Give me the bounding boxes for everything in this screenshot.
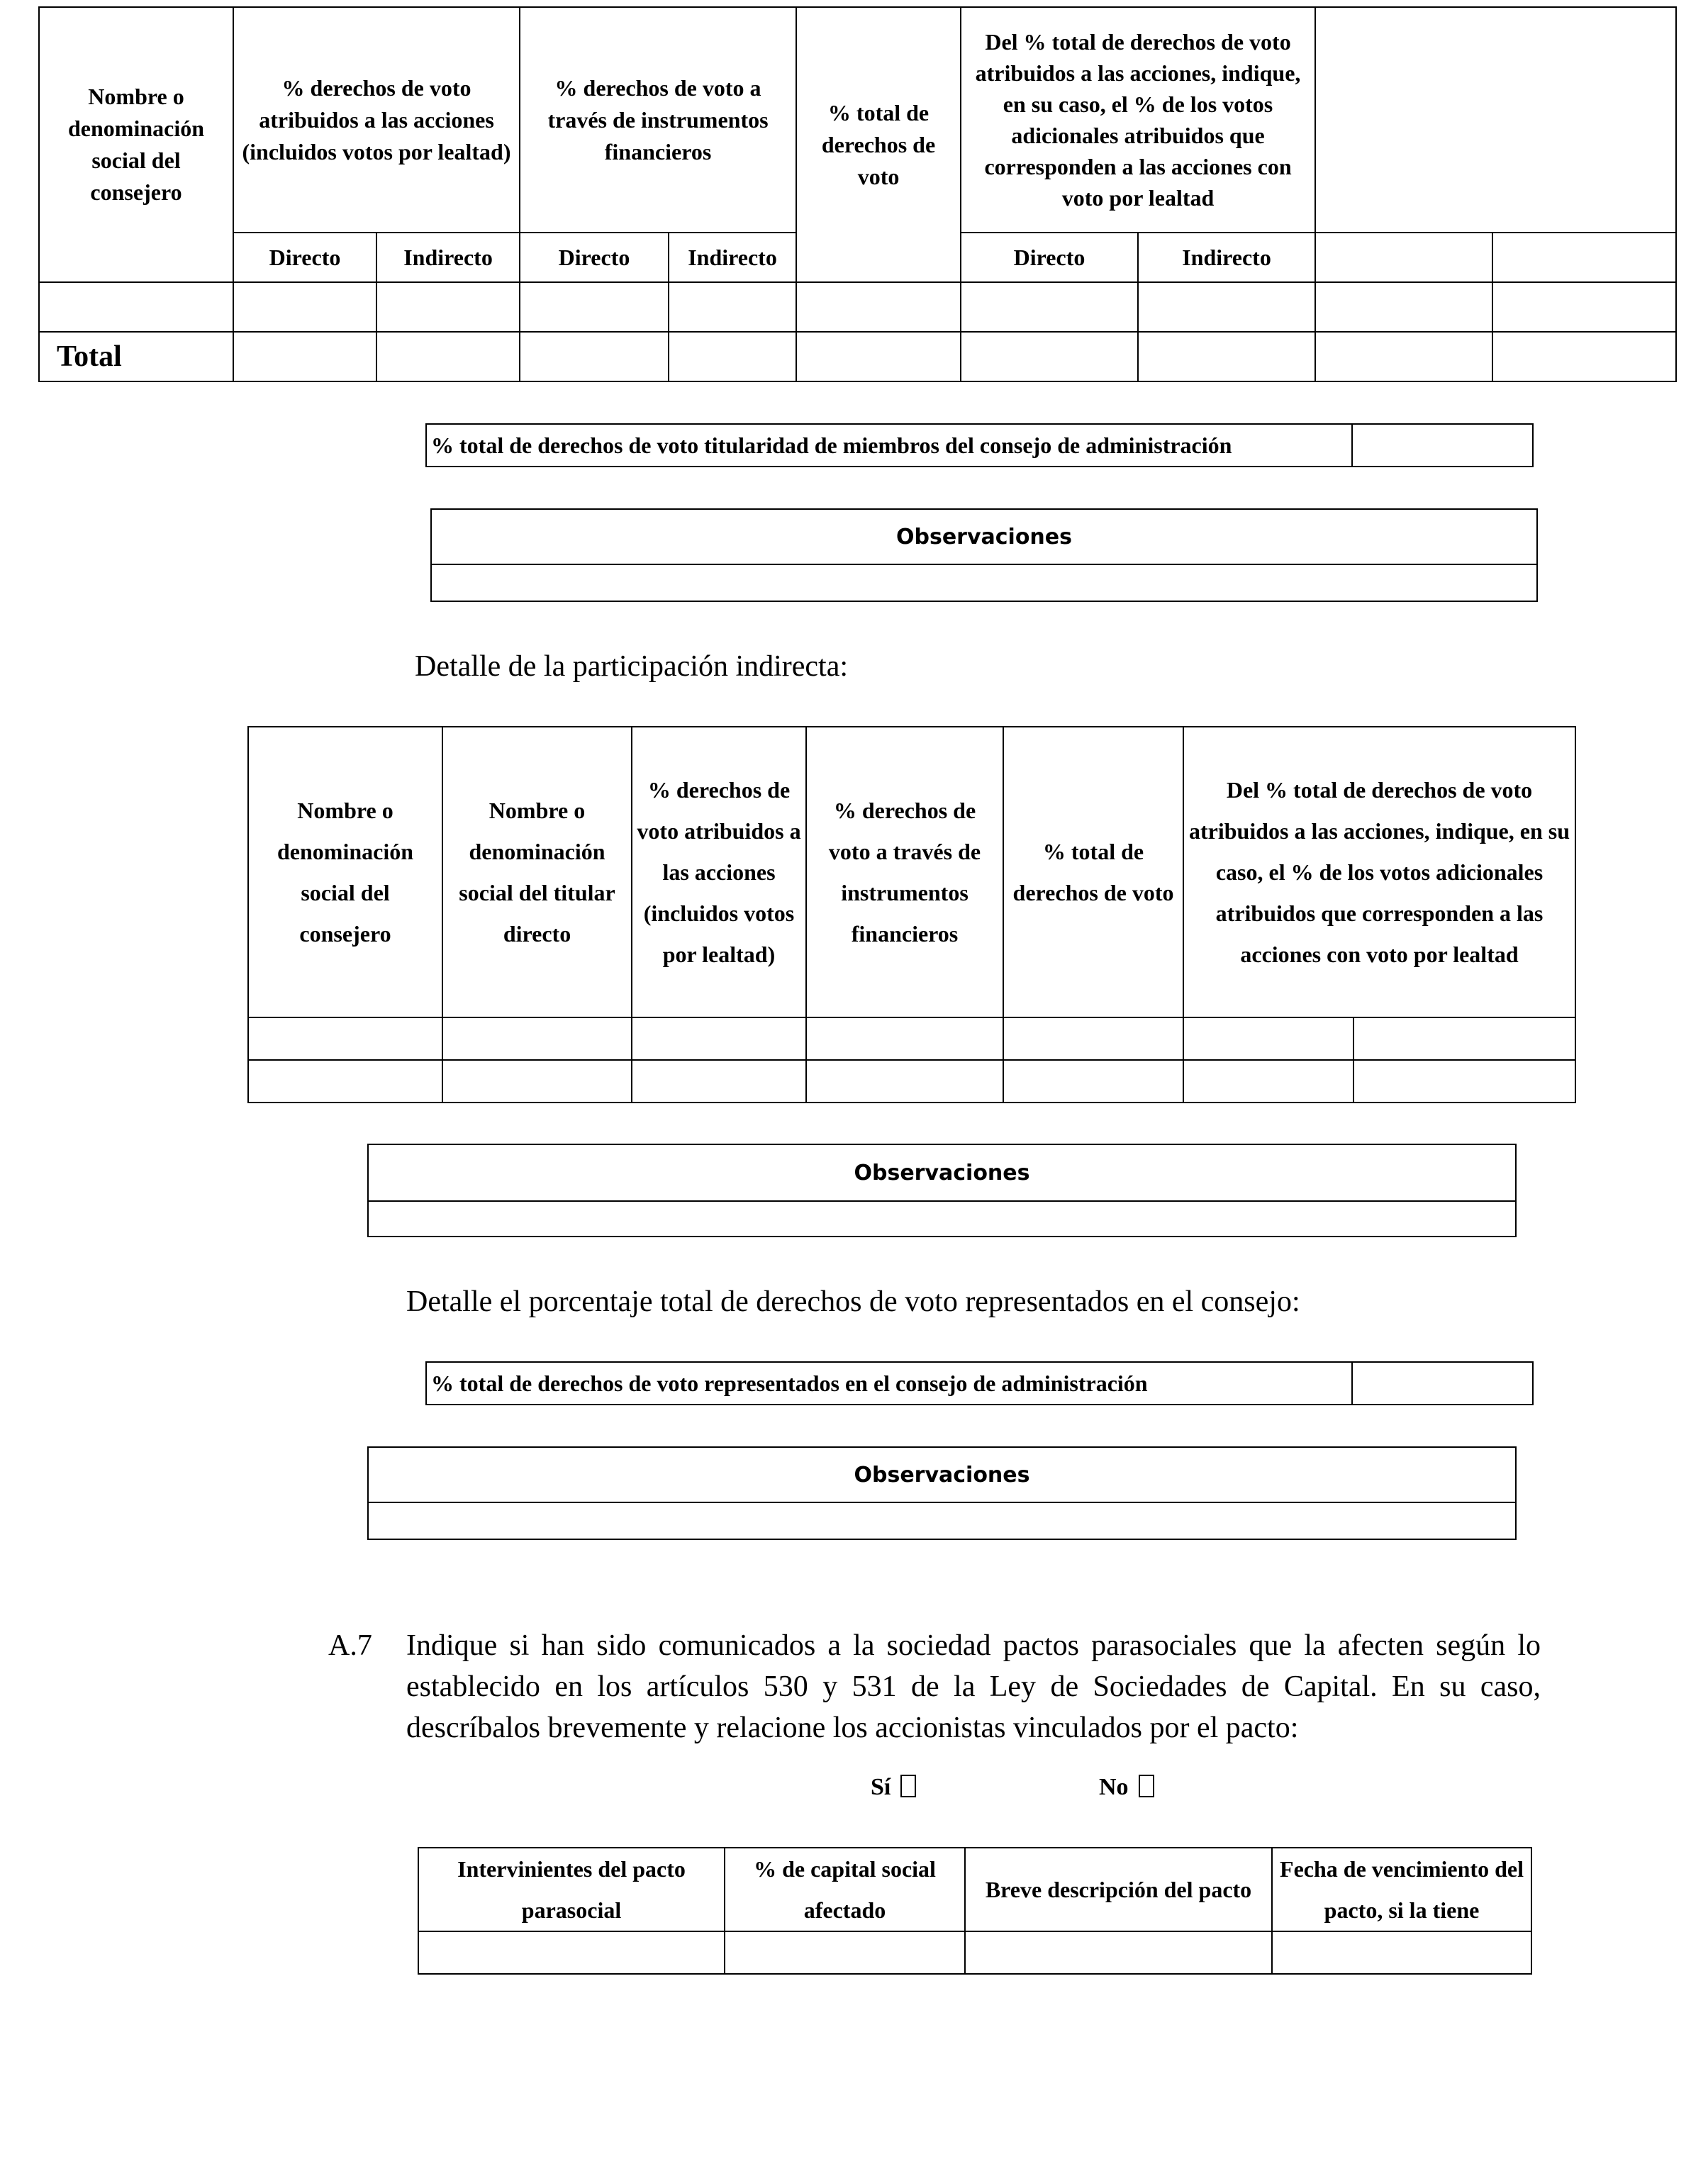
table-row [248, 1060, 1575, 1103]
pact-table [418, 1847, 1532, 1975]
table-cell[interactable] [632, 1060, 806, 1103]
table-cell[interactable] [1138, 282, 1315, 332]
represented-total-label: % total de derechos de voto representados en el consejo de administración [426, 1362, 1352, 1405]
table-cell[interactable] [376, 332, 520, 381]
table-cell[interactable] [1353, 1060, 1575, 1103]
observaciones-header: Observaciones [431, 509, 1537, 564]
board-total-value[interactable] [1352, 424, 1533, 467]
table-cell[interactable] [961, 282, 1138, 332]
total-row [39, 332, 1676, 381]
table-cell[interactable] [1492, 332, 1676, 381]
table-row [248, 1017, 1575, 1060]
table-cell[interactable] [376, 282, 520, 332]
table-cell[interactable] [961, 332, 1138, 381]
table-cell[interactable] [39, 282, 233, 332]
table-cell[interactable] [233, 332, 376, 381]
table-cell[interactable] [796, 282, 961, 332]
table-cell[interactable] [442, 1017, 632, 1060]
table-cell[interactable] [806, 1017, 1003, 1060]
table-cell[interactable] [1272, 1931, 1531, 1974]
header-direct-holder: Nombre o denominación social del titular directo [442, 727, 632, 1017]
yes-checkbox-icon[interactable] [900, 1775, 916, 1797]
header-loyalty-votes: Del % total de derechos de voto atribuidos a las acciones, indique, en su caso, el % de los votos adicionales atribuidos que corresponden a las acciones con voto por lealtad [1183, 727, 1575, 1017]
table-cell[interactable] [418, 1931, 725, 1974]
header-total-rights: % total de derechos de voto [796, 7, 961, 282]
subheader-empty [1315, 233, 1492, 282]
table-cell[interactable] [248, 1060, 442, 1103]
indirect-detail-heading: Detalle de la participación indirecta: [415, 650, 849, 683]
table-cell[interactable] [796, 332, 961, 381]
table-row [418, 1931, 1531, 1974]
table-row [39, 282, 1676, 332]
represented-heading: Detalle el porcentaje total de derechos de voto representados en el consejo: [406, 1285, 1300, 1318]
observaciones-content[interactable] [368, 1502, 1516, 1539]
yes-option[interactable] [871, 1774, 916, 1801]
subheader-directo: Directo [233, 233, 376, 282]
table-cell[interactable] [669, 282, 796, 332]
table-cell[interactable] [442, 1060, 632, 1103]
observaciones-table [367, 1144, 1517, 1237]
indirect-participation-table [247, 726, 1576, 1103]
header-director-name: Nombre o denominación social del consejero [39, 7, 233, 282]
header-total-rights: % total de derechos de voto [1003, 727, 1183, 1017]
header-parties: Intervinientes del pacto parasocial [418, 1848, 725, 1931]
table-cell[interactable] [520, 332, 669, 381]
observaciones-table [430, 508, 1538, 602]
represented-total-value[interactable] [1352, 1362, 1533, 1405]
table-cell[interactable] [1315, 282, 1492, 332]
section-a7-text: Indique si han sido comunicados a la sociedad pactos parasociales que la afecten según lo establecido en los artículos 530 y 531 de la Ley de Sociedades de Capital. En su caso, descríbalos brevemente y relacione los accionistas vinculados por el pacto: [406, 1629, 1541, 1744]
board-total-label: % total de derechos de voto titularidad de miembros del consejo de administración [426, 424, 1352, 467]
represented-total-table [425, 1361, 1534, 1405]
table-cell[interactable] [1353, 1017, 1575, 1060]
subheader-directo: Directo [961, 233, 1138, 282]
subheader-indirecto: Indirecto [376, 233, 520, 282]
header-description: Breve descripción del pacto [965, 1848, 1272, 1931]
subheader-indirecto: Indirecto [1138, 233, 1315, 282]
table-cell[interactable] [632, 1017, 806, 1060]
total-label: Total [39, 332, 233, 381]
table-cell[interactable] [965, 1931, 1272, 1974]
table-cell[interactable] [248, 1017, 442, 1060]
section-number: A.7 [328, 1629, 372, 1662]
table-cell[interactable] [1183, 1060, 1353, 1103]
table-cell[interactable] [1003, 1060, 1183, 1103]
table-cell[interactable] [520, 282, 669, 332]
header-financial-instruments: % derechos de voto a través de instrumentos financieros [520, 7, 796, 233]
observaciones-header: Observaciones [368, 1144, 1516, 1201]
yes-label: Sí [871, 1774, 891, 1800]
no-label: No [1099, 1774, 1129, 1800]
table-cell[interactable] [806, 1060, 1003, 1103]
observaciones-header: Observaciones [368, 1447, 1516, 1502]
observaciones-content[interactable] [368, 1201, 1516, 1237]
director-voting-rights-table [38, 6, 1677, 382]
header-financial-instruments: % derechos de voto a través de instrumentos financieros [806, 727, 1003, 1017]
header-attributed-rights: % derechos de voto atribuidos a las acciones (incluidos votos por lealtad) [632, 727, 806, 1017]
table-cell[interactable] [1003, 1017, 1183, 1060]
table-cell[interactable] [1183, 1017, 1353, 1060]
table-cell[interactable] [1492, 282, 1676, 332]
no-option[interactable] [1099, 1774, 1154, 1801]
header-director-name: Nombre o denominación social del consejero [248, 727, 442, 1017]
header-capital: % de capital social afectado [725, 1848, 965, 1931]
table-cell[interactable] [1315, 332, 1492, 381]
observaciones-content[interactable] [431, 564, 1537, 601]
board-total-table [425, 423, 1534, 467]
header-expiry: Fecha de vencimiento del pacto, si la tiene [1272, 1848, 1531, 1931]
table-cell[interactable] [725, 1931, 965, 1974]
table-cell[interactable] [1138, 332, 1315, 381]
no-checkbox-icon[interactable] [1139, 1775, 1154, 1797]
header-empty [1315, 7, 1676, 233]
subheader-indirecto: Indirecto [669, 233, 796, 282]
subheader-empty [1492, 233, 1676, 282]
subheader-directo: Directo [520, 233, 669, 282]
header-loyalty-votes: Del % total de derechos de voto atribuidos a las acciones, indique, en su caso, el % de los votos adicionales atribuidos que corresponden a las acciones con voto por lealtad [961, 7, 1315, 233]
table-cell[interactable] [669, 332, 796, 381]
header-attributed-rights: % derechos de voto atribuidos a las acciones (incluidos votos por lealtad) [233, 7, 520, 233]
table-cell[interactable] [233, 282, 376, 332]
observaciones-table [367, 1446, 1517, 1540]
